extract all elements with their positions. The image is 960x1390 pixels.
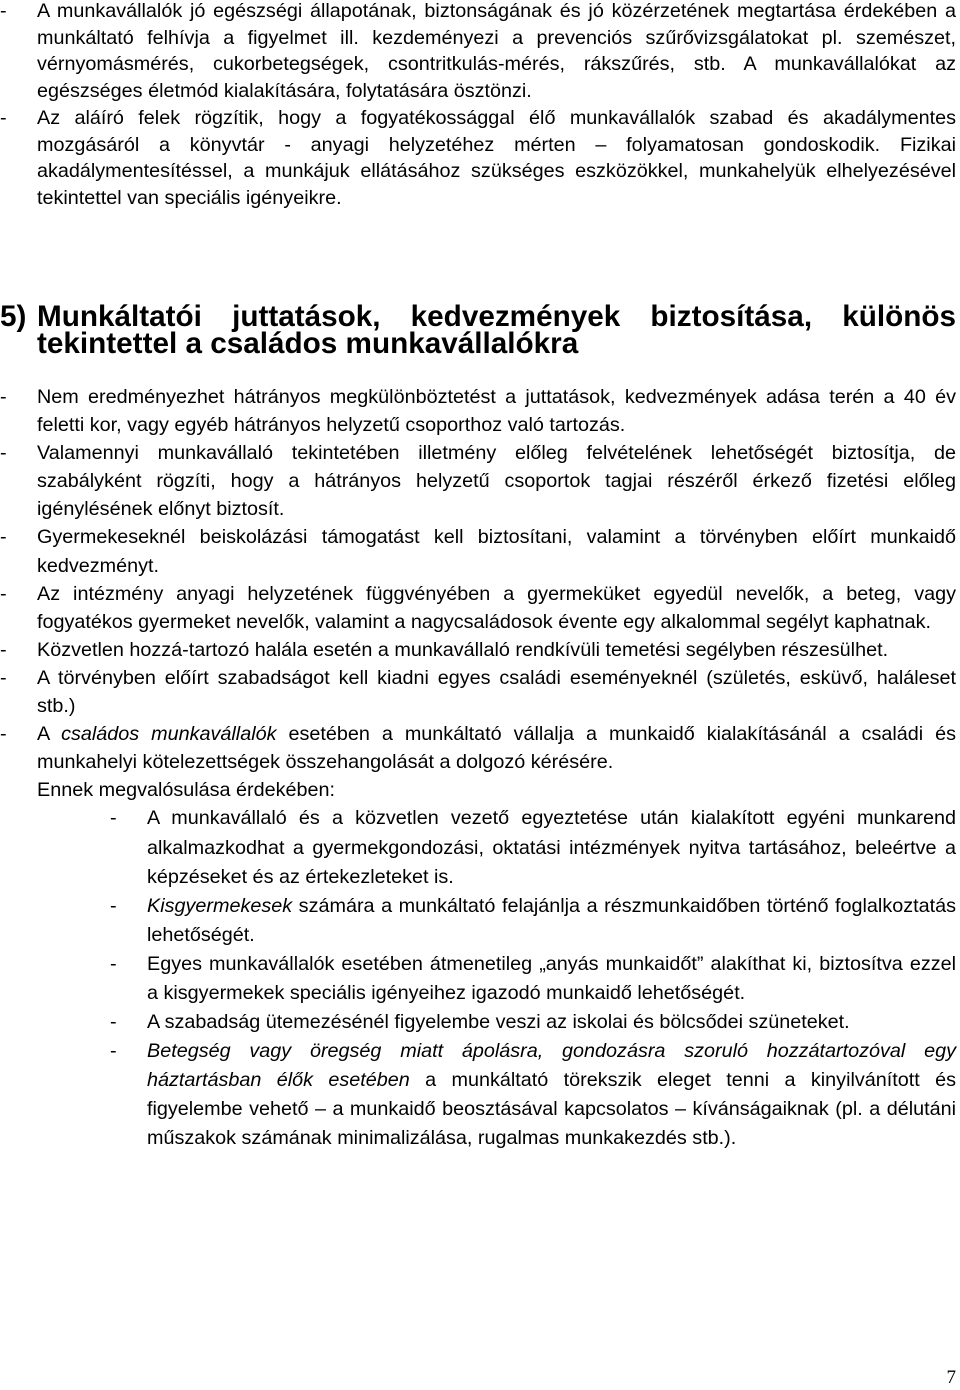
page-number: 7 <box>946 1367 956 1388</box>
section-number: 5) <box>0 300 27 333</box>
list-item-text: Gyermekeseknél beiskolázási támogatást kell biztosítani, valamint a törvényben előírt munkaidő kedvezményt. <box>37 526 956 577</box>
sublist-item <box>0 804 956 891</box>
list-item-text: Az intézmény anyagi helyzetének függvényében a gyermeküket egyedül nevelők, a beteg, vagy fogyatékos gyermeket nevelők, valamint a nagycsaládosok évente egy alkalommal segélyt kaphatnak. <box>37 582 956 633</box>
section-title: Munkáltatói juttatások, kedvezmények biztosítása, különös tekintettel a családos munkavállalókra <box>37 300 956 360</box>
list-marker: - <box>0 526 7 549</box>
sublist-item-text-post: Egyes munkavállalók esetében átmenetileg „anyás munkaidőt” alakíthat ki, biztosítva ezzel a kisgyermekek speciális igényeihez igazodó munkaidő lehetőségét. <box>147 952 956 1004</box>
list-item-continuation: Ennek megvalósulása érdekében: <box>37 779 336 802</box>
list-item-text-pre: A <box>37 723 62 746</box>
list-item <box>0 523 956 579</box>
list-item-text: Közvetlen hozzá-tartozó halála esetén a munkavállaló rendkívüli temetési segélyben részesülhet. <box>37 638 889 661</box>
list-item <box>0 439 956 523</box>
list-marker: - <box>0 723 7 746</box>
sublist-item-text-italic: Betegség vagy öregség miatt ápolásra, gondozásra szoruló hozzátartozóval egy háztartásban élők esetében <box>147 1040 956 1092</box>
list-marker: - <box>0 638 7 661</box>
list-item-text: Nem eredményezhet hátrányos megkülönböztetést a juttatások, kedvezmények adása terén a 40 év feletti kor, vagy egyéb hátrányos helyzetű csoporthoz való tartozás. <box>37 386 956 437</box>
list-marker: - <box>110 1011 117 1034</box>
list-item-text: Valamennyi munkavállaló tekintetében illetmény előleg felvételének lehetőségét biztosítja, de szabályként rögzíti, hogy a hátrányos helyzetű csoportok tagjai részéről érkező fizetési előleg igénylésének előnyt biztosít. <box>37 442 956 521</box>
top-list <box>0 0 956 212</box>
sublist-item-text-post: a munkáltató törekszik eleget tenni a kinyilvánított és figyelembe vehető – a munkaidő beosztásával kapcsolatos – kívánságaiknak (pl. a délutáni műszakok számának minimalizálása, rugalmas munkakezdés stb.). <box>147 1069 956 1150</box>
section-heading <box>0 300 956 360</box>
list-item-text: A munkavállalók jó egészségi állapotának, biztonságának és jó közérzetének megtartása érdekében a munkáltató felhívja a figyelmet ill. kezdeményezi a prevenciós szűrővizsgálatokat pl. szemészet, vérnyomásmérés, cukorbetegségek, csontritkulás-mérés, rákszűrés, stb. A munkavállalókat az egészséges életmód kialakítására, folytatására ösztönzi. <box>37 0 956 103</box>
list-item <box>0 0 956 105</box>
list-marker: - <box>110 894 117 917</box>
list-marker: - <box>0 0 7 22</box>
sublist-item-text-post: számára a munkáltató felajánlja a részmunkaidőben történő foglalkoztatás lehetőségét. <box>147 894 956 946</box>
list-marker: - <box>110 952 117 975</box>
list-marker: - <box>110 807 117 830</box>
list-marker: - <box>0 386 7 408</box>
list-marker: - <box>0 666 7 689</box>
list-item <box>0 105 956 212</box>
list-marker: - <box>0 582 7 605</box>
list-item <box>0 580 956 636</box>
sublist-item-text-post: A munkavállaló és a közvetlen vezető egyeztetése után kialakított egyéni munkarend alkalmazkodhat a gyermekgondozási, oktatási intézmények nyitva tartásához, beleértve a képzéseket és az értekezleteket is. <box>147 807 956 888</box>
sublist-item <box>0 950 956 1008</box>
benefits-list <box>0 383 956 1154</box>
sublist-item-text-italic: Kisgyermekesek <box>147 894 293 917</box>
list-item-text-post: esetében a munkáltató vállalja a munkaidő kialakításánál a családi és munkahelyi kötelezettségek összehangolását a dolgozó kérésére. <box>37 723 957 774</box>
list-item-text: Az aláíró felek rögzítik, hogy a fogyatékossággal élő munkavállalók szabad és akadálymentes mozgásáról a könyvtár - anyagi helyzetéhez mérten – folyamatosan gondoskodik. Fizikai akadálymentesítéssel, a munkájuk ellátásához szükséges eszközökkel, munkahelyük elhelyezésével tekintettel van speciális igényeikre. <box>37 106 956 209</box>
sublist-item-text-post: A szabadság ütemezésénél figyelembe veszi az iskolai és bölcsődei szüneteket. <box>147 1011 850 1034</box>
list-marker: - <box>0 106 7 129</box>
list-item <box>0 664 956 720</box>
sublist-item <box>0 1008 956 1037</box>
sublist-item <box>0 892 956 950</box>
list-item-text: A törvényben előírt szabadságot kell kiadni egyes családi eseményeknél (születés, esküvő, haláleset stb.) <box>37 666 956 718</box>
list-marker: - <box>110 1040 117 1063</box>
sublist-item <box>0 1037 956 1153</box>
list-item-family <box>0 720 956 776</box>
list-item-text-italic: családos munkavállalók <box>61 723 277 746</box>
list-item <box>0 383 956 439</box>
list-item <box>0 636 956 664</box>
list-marker: - <box>0 442 7 465</box>
